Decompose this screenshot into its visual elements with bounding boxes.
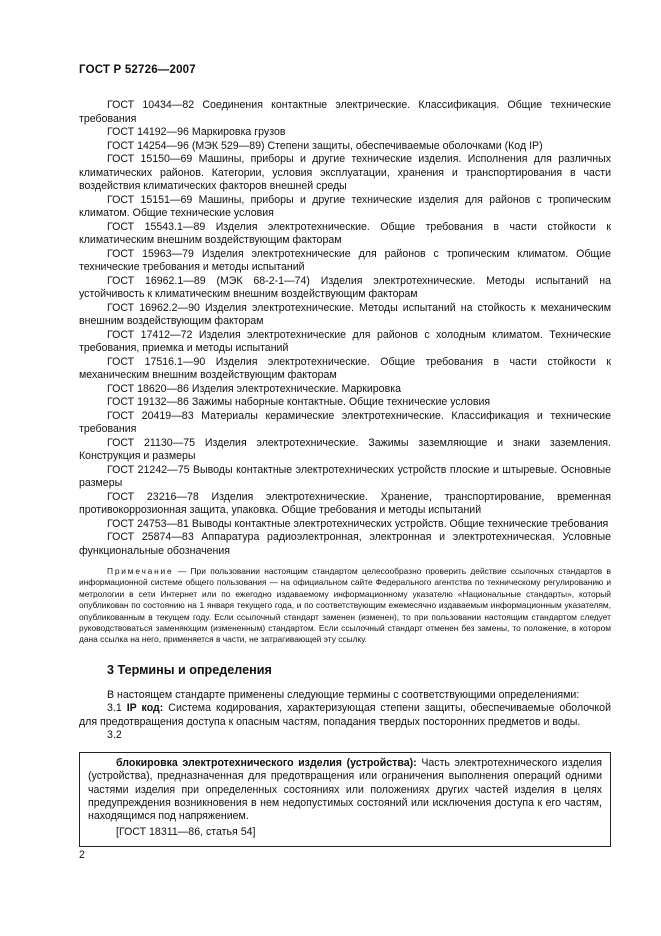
definition-3-1 <box>79 702 611 729</box>
note-text: — При пользовании настоящим стандартом целесообразно проверить действие ссылочных стандартов в информационной системе общего пользования — на официальном сайте Федерального агентства по техническому регулированию и метрологии в сети Интернет или по ежегодно издаваемому информационному указателю «Национальные стандарты», который опубликован по состоянию на 1 января текущего года, и по соответствующим ежемесячно издаваемым информационным указателям, опубликованным в текущем году. Если ссылочный стандарт заменен (изменен), то при пользовании настоящим стандартом следует руководствоваться заменяющим (измененным) стандартом. Если ссылочный стандарт отменен без замены, то положение, в котором дана ссылка на него, применяется в части, не затрагивающей эту ссылку. <box>79 566 612 645</box>
reference-item: ГОСТ 15543.1—89 Изделия электротехнические. Общие требования в части стойкости к климатическим внешним воздействующим факторам <box>79 220 611 246</box>
term-interlock: блокировка электротехнического изделия (устройства): <box>116 756 417 769</box>
reference-item: ГОСТ 23216—78 Изделия электротехнические. Хранение, транспортирование, временная противокоррозионная защита, упаковка. Общие требования и методы испытаний <box>79 490 611 516</box>
reference-item: ГОСТ 21130—75 Изделия электротехнические. Зажимы заземляющие и знаки заземления. Конструкция и размеры <box>79 436 611 462</box>
reference-item: ГОСТ 21242—75 Выводы контактные электротехнических устройств плоские и штыревые. Основные размеры <box>79 463 611 489</box>
reference-item: ГОСТ 15963—79 Изделия электротехнические для районов с тропическим климатом. Общие технические требования и методы испытаний <box>79 247 611 273</box>
reference-item: ГОСТ 14192—96 Маркировка грузов <box>107 126 286 138</box>
reference-item: ГОСТ 14254—96 (МЭК 529—89) Степени защиты, обеспечиваемые оболочками (Код IP) <box>107 139 543 152</box>
term-ip-code-definition: Система кодирования, характеризующая степени защиты, обеспечиваемые оболочкой для предотвращения доступа к опасным частям, попадания твердых посторонних предметов и воды. <box>79 702 611 728</box>
reference-item: ГОСТ 16962.2—90 Изделия электротехнические. Методы испытаний на стойкость к механическим внешним воздействующим факторам <box>79 301 611 327</box>
page-number: 2 <box>79 849 85 861</box>
normative-references-list <box>79 99 611 558</box>
reference-item: ГОСТ 18620—86 Изделия электротехнические. Маркировка <box>107 382 401 395</box>
section-title: 3 Термины и определения <box>107 662 272 677</box>
reference-item: ГОСТ 15151—69 Машины, приборы и другие технические изделия для районов с тропическим климатом. Общие технические условия <box>79 193 611 219</box>
reference-item: ГОСТ 16962.1—89 (МЭК 68-2-1—74) Изделия электротехнические. Методы испытаний на устойчивость к климатическим внешним воздействующим факторам <box>79 274 611 300</box>
reference-item: ГОСТ 10434—82 Соединения контактные электрические. Классификация. Общие технические требования <box>79 99 611 125</box>
reference-item: ГОСТ 17516.1—90 Изделия электротехнические. Общие требования в части стойкости к механическим внешним воздействующим факторам <box>79 355 611 381</box>
clause-3-2-number: 3.2 <box>107 729 122 742</box>
reference-note <box>79 566 611 646</box>
term-ip-code: IP код: <box>126 702 164 715</box>
definition-box <box>79 752 611 847</box>
reference-item: ГОСТ 17412—72 Изделия электротехнические для районов с холодным климатом. Технические требования, приемка и методы испытаний <box>79 328 611 354</box>
reference-item: ГОСТ 24753—81 Выводы контактные электротехнических устройств. Общие технические требования <box>107 517 609 530</box>
clause-number: 3.1 <box>107 702 122 715</box>
definition-3-2 <box>88 757 602 824</box>
reference-item: ГОСТ 15150—69 Машины, приборы и другие технические изделия. Исполнения для различных климатических районов. Категории, условия эксплуатации, хранения и транспортирования в части воздействия климатических факторов внешней среды <box>79 153 611 192</box>
reference-item: ГОСТ 25874—83 Аппаратура радиоэлектронная, электронная и электротехническая. Условные функциональные обозначения <box>79 531 611 557</box>
section-intro: В настоящем стандарте применены следующие термины с соответствующими определениями: <box>107 688 580 701</box>
definition-source: [ГОСТ 18311—86, статья 54] <box>116 825 256 838</box>
document-header-code: ГОСТ Р 52726—2007 <box>79 64 196 76</box>
note-label: Примечание <box>107 566 174 576</box>
term-interlock-definition: Часть электротехнического изделия (устройства), предназначенная для предотвращения или ограничения выполнения операций одними частями изделия при определенных состояниях или положениях других частей изделия в целях предупреждения возникновения в нем недопустимых состояний или исключения доступа к его частям, находящимся под напряжением. <box>88 756 603 823</box>
section-body <box>79 689 611 743</box>
reference-item: ГОСТ 19132—86 Зажимы наборные контактные. Общие технические условия <box>107 396 491 408</box>
reference-item: ГОСТ 20419—83 Материалы керамические электротехнические. Классификация и технические требования <box>79 409 611 435</box>
